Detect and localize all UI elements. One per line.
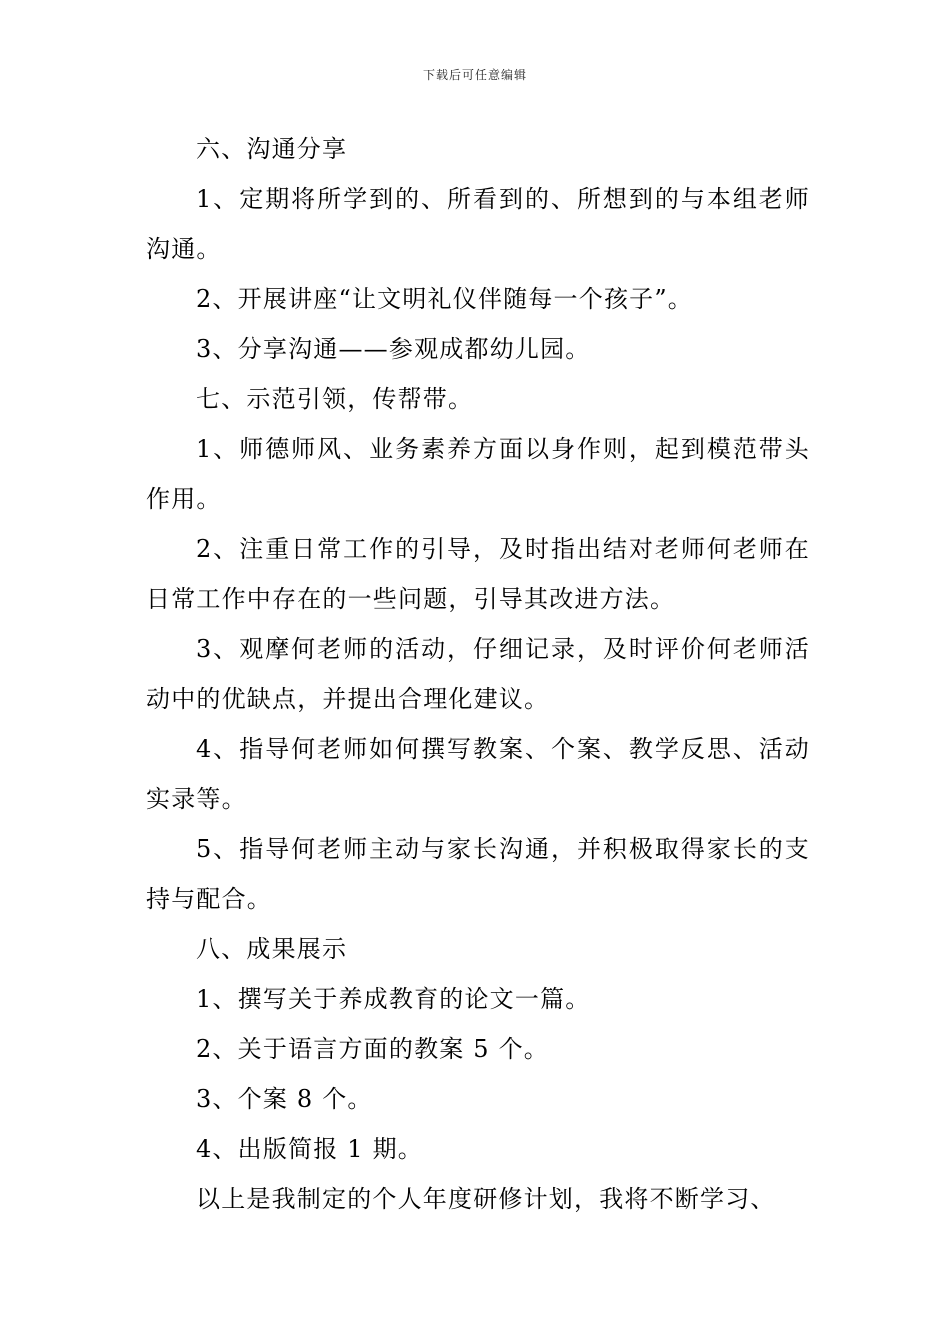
list-item: 3、个案 8 个。 xyxy=(196,1085,373,1113)
list-item: 2、开展讲座“让文明礼仪伴随每一个孩子”。 xyxy=(196,285,694,313)
list-item: 4、指导何老师如何撰写教案、个案、教学反思、活动实录等。 xyxy=(146,735,810,813)
list-item: 5、指导何老师主动与家长沟通，并积极取得家长的支持与配合。 xyxy=(146,835,810,913)
list-item: 1、定期将所学到的、所看到的、所想到的与本组老师沟通。 xyxy=(146,185,810,263)
section-heading-results: 八、成果展示 xyxy=(196,935,348,963)
section-heading-demonstration: 七、示范引领，传帮带。 xyxy=(196,385,474,413)
document-body xyxy=(146,124,810,1224)
list-item: 3、分享沟通——参观成都幼儿园。 xyxy=(196,335,591,363)
list-item: 2、关于语言方面的教案 5 个。 xyxy=(196,1035,549,1063)
list-item: 2、注重日常工作的引导，及时指出结对老师何老师在日常工作中存在的一些问题，引导其改进方法。 xyxy=(146,535,810,613)
closing-paragraph: 以上是我制定的个人年度研修计划，我将不断学习、 xyxy=(196,1185,776,1213)
list-item: 1、师德师风、业务素养方面以身作则，起到模范带头作用。 xyxy=(146,435,810,513)
section-heading-communication: 六、沟通分享 xyxy=(196,135,348,163)
list-item: 3、观摩何老师的活动，仔细记录，及时评价何老师活动中的优缺点，并提出合理化建议。 xyxy=(146,635,810,713)
list-item: 4、出版简报 1 期。 xyxy=(196,1135,423,1163)
header-note: 下载后可任意编辑 xyxy=(422,68,527,82)
list-item: 1、撰写关于养成教育的论文一篇。 xyxy=(196,985,591,1013)
